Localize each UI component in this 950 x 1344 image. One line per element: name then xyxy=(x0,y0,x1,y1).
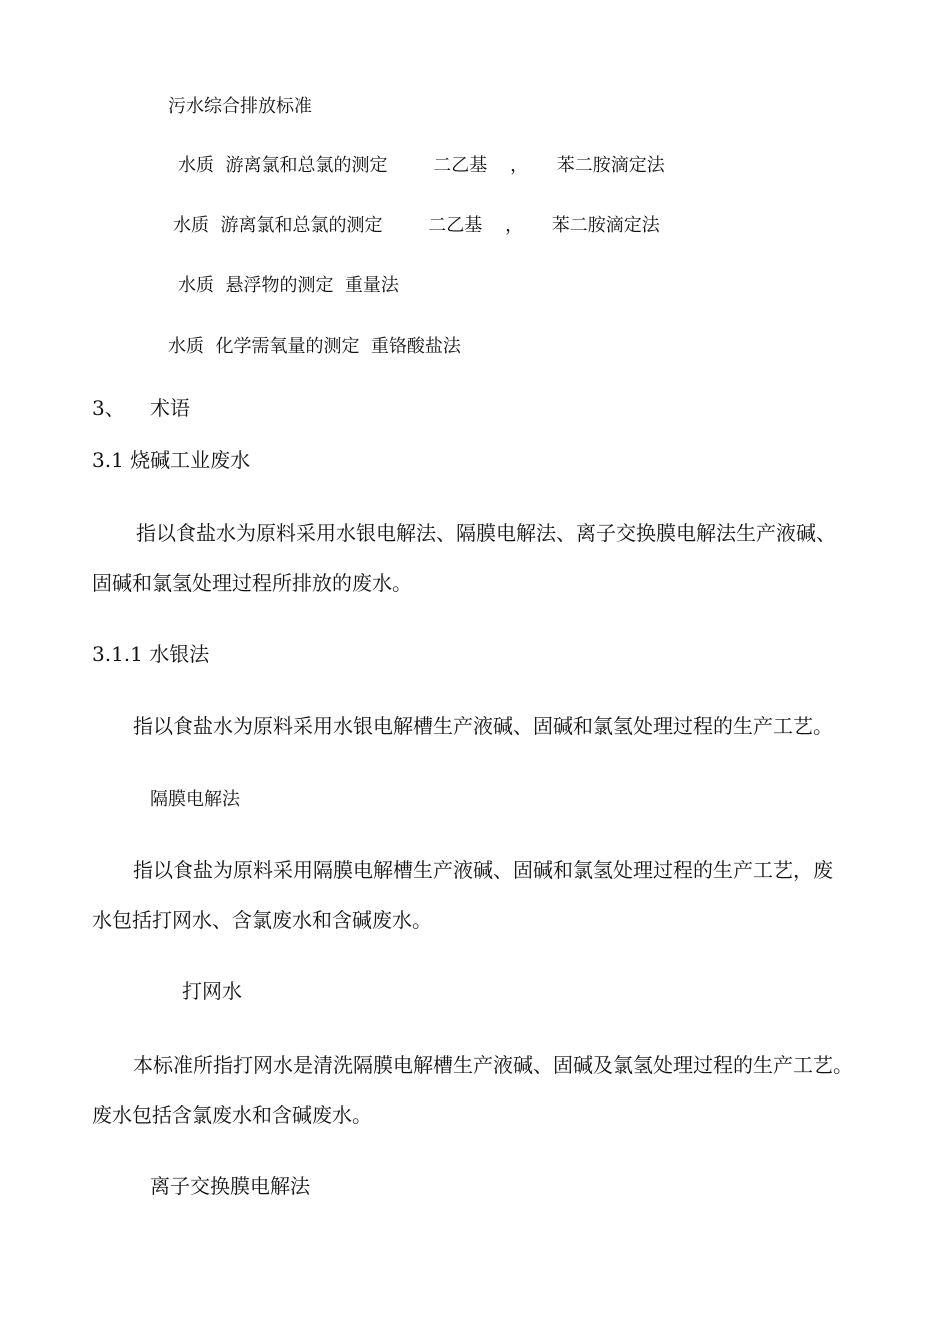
subsection-heading: 3.1.1 水银法 xyxy=(92,642,210,666)
reference-line: 污水综合排放标准 xyxy=(168,96,312,117)
reference-line: 水质 游离氯和总氯的测定 二乙基 ， 苯二胺滴定法 xyxy=(178,155,665,176)
paragraph-line: 水包括打网水、含氯废水和含碱废水。 xyxy=(92,908,432,932)
paragraph-line: 固碱和氯氢处理过程所排放的废水。 xyxy=(92,571,412,595)
section-number: 3、 xyxy=(92,396,125,420)
reference-line: 水质 游离氯和总氯的测定 二乙基 ， 苯二胺滴定法 xyxy=(173,215,660,236)
paragraph-line: 指以食盐为原料采用隔膜电解槽生产液碱、固碱和氯氢处理过程的生产工艺，废 xyxy=(133,858,833,882)
section-title: 术语 xyxy=(150,396,190,420)
paragraph-line: 本标准所指打网水是清洗隔膜电解槽生产液碱、固碱及氯氢处理过程的生产工艺。 xyxy=(133,1053,853,1077)
reference-line: 水质 化学需氧量的测定 重铬酸盐法 xyxy=(168,336,461,357)
reference-line: 水质 悬浮物的测定 重量法 xyxy=(178,275,399,296)
subsection-heading: 3.1 烧碱工业废水 xyxy=(92,448,251,472)
term-heading: 打网水 xyxy=(182,979,242,1003)
paragraph-line: 指以食盐水为原料采用水银电解槽生产液碱、固碱和氯氢处理过程的生产工艺。 xyxy=(133,714,833,738)
paragraph-line: 指以食盐水为原料采用水银电解法、隔膜电解法、离子交换膜电解法生产液碱、 xyxy=(136,521,836,545)
term-heading: 隔膜电解法 xyxy=(150,789,240,810)
term-heading: 离子交换膜电解法 xyxy=(150,1174,310,1198)
paragraph-line: 废水包括含氯废水和含碱废水。 xyxy=(92,1103,372,1127)
